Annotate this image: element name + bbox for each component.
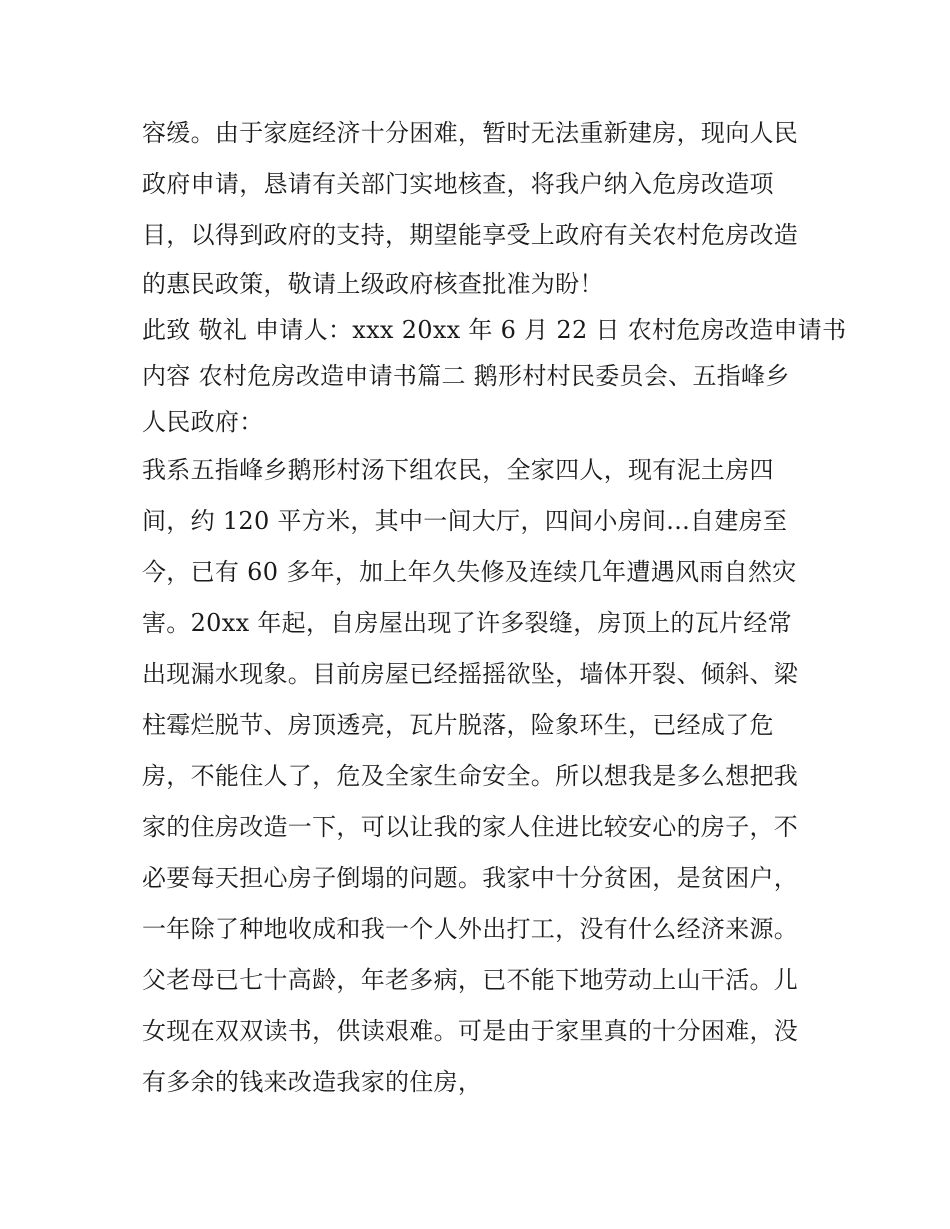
text-line-10: 今，已有 60 多年，加上年久失修及连续几年遭遇风雨自然灾: [142, 558, 797, 586]
text-line-14: 房，不能住人了，危及全家生命安全。所以想我是多么想把我: [142, 762, 799, 790]
text-line-1: 容缓。由于家庭经济十分困难，暂时无法重新建房，现向人民: [142, 119, 799, 147]
text-line-16: 必要每天担心房子倒塌的问题。我家中十分贫困，是贫困户，: [142, 864, 799, 892]
text-line-2: 政府申请，恳请有关部门实地核查，将我户纳入危房改造项: [142, 170, 774, 198]
text-line-20: 有多余的钱来改造我家的住房，: [142, 1068, 483, 1096]
text-line-15: 家的住房改造一下，可以让我的家人住进比较安心的房子，不: [142, 813, 799, 841]
document-body: [142, 108, 847, 1108]
text-line-11: 害。20xx 年起，自房屋出现了许多裂缝，房顶上的瓦片经常: [142, 609, 792, 637]
text-line-8: 我系五指峰乡鹅形村汤下组农民，全家四人，现有泥土房四: [142, 456, 774, 484]
text-line-19: 女现在双双读书，供读艰难。可是由于家里真的十分困难，没: [142, 1017, 799, 1045]
text-line-5: 此致 敬礼 申请人：xxx 20xx 年 6 月 22 日 农村危房改造申请书: [142, 316, 847, 344]
text-line-18: 父老母已七十高龄，年老多病，已不能下地劳动上山干活。儿: [142, 966, 799, 994]
text-line-13: 柱霉烂脱节、房顶透亮，瓦片脱落，险象环生，已经成了危: [142, 711, 774, 739]
text-line-3: 目，以得到政府的支持，期望能享受上政府有关农村危房改造: [142, 221, 799, 249]
text-line-17: 一年除了种地收成和我一个人外出打工，没有什么经济来源。: [142, 915, 799, 943]
text-line-12: 出现漏水现象。目前房屋已经摇摇欲坠，墙体开裂、倾斜、梁: [142, 660, 799, 688]
text-line-9: 间，约 120 平方米，其中一间大厅，四间小房间...自建房至: [142, 507, 788, 535]
text-line-7: 人民政府：: [142, 408, 264, 436]
text-line-6: 内容 农村危房改造申请书篇二 鹅形村村民委员会、五指峰乡: [142, 362, 790, 390]
text-line-4: 的惠民政策，敬请上级政府核查批准为盼！: [142, 270, 604, 298]
